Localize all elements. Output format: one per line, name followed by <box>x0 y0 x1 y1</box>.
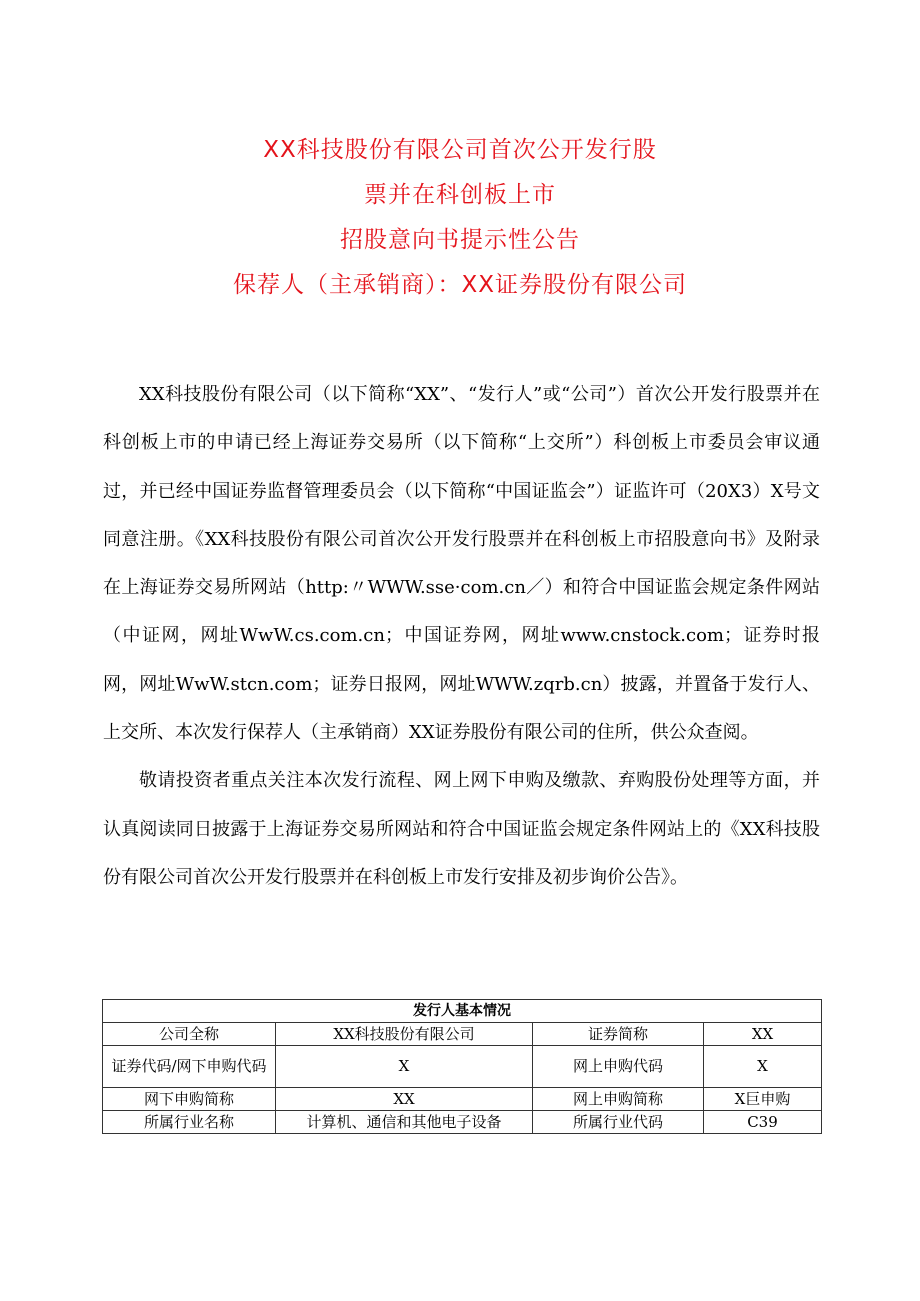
title-line-3: 招股意向书提示性公告 <box>340 227 580 253</box>
table-cell: XX <box>704 1023 822 1046</box>
announcement-body <box>103 371 820 902</box>
table-cell: X <box>276 1046 533 1088</box>
table-cell: 网上申购代码 <box>533 1046 704 1088</box>
table-row <box>103 1111 822 1134</box>
table-cell: X巨申购 <box>704 1088 822 1111</box>
title-line-4-sponsor: 保荐人（主承销商）：XX证券股份有限公司 <box>232 272 687 298</box>
table-cell: 公司全称 <box>103 1023 276 1046</box>
table-cell: 所属行业代码 <box>533 1111 704 1134</box>
table-cell: C39 <box>704 1111 822 1134</box>
table-cell: 证券简称 <box>533 1023 704 1046</box>
table-row <box>103 1046 822 1088</box>
table-cell: XX <box>276 1088 533 1111</box>
table-header: 发行人基本情况 <box>103 1000 822 1023</box>
issuer-info-table <box>102 999 822 1134</box>
title-line-2: 票并在科创板上市 <box>364 182 556 208</box>
table-cell: 计算机、通信和其他电子设备 <box>276 1111 533 1134</box>
body-paragraph-2: 敬请投资者重点关注本次发行流程、网上网下申购及缴款、弃购股份处理等方面，并认真阅读同日披露于上海证券交易所网站和符合中国证监会规定条件网站上的《XX科技股份有限公司首次公开发行股票并在科创板上市发行安排及初步询价公告》。 <box>103 770 820 888</box>
table-cell: 证券代码/网下申购代码 <box>103 1046 276 1088</box>
table-cell: 所属行业名称 <box>103 1111 276 1134</box>
announcement-title <box>0 128 920 308</box>
body-paragraph-1: XX科技股份有限公司（以下简称“XX”、“发行人”或“公司”）首次公开发行股票并在科创板上市的申请已经上海证券交易所（以下简称“上交所”）科创板上市委员会审议通过，并已经中国证券监督管理委员会（以下简称“中国证监会”）证监许可（20X3）X号文同意注册。《XX科技股份有限公司首次公开发行股票并在科创板上市招股意向书》及附录在上海证券交易所网站（http:〃WWW.sse·com.cn／）和符合中国证监会规定条件网站（中证网，网址WwW.cs.com.cn；中国证券网，网址www.cnstock.com；证券时报网，网址WwW.stcn.com；证券日报网，网址WWW.zqrb.cn）披露，并置备于发行人、上交所、本次发行保荐人（主承销商）XX证券股份有限公司的住所，供公众查阅。 <box>103 384 820 744</box>
table-cell: 网下申购简称 <box>103 1088 276 1111</box>
table-row <box>103 1023 822 1046</box>
table-row <box>103 1088 822 1111</box>
table-cell: XX科技股份有限公司 <box>276 1023 533 1046</box>
title-line-1: XX科技股份有限公司首次公开发行股 <box>263 137 657 163</box>
table-cell: X <box>704 1046 822 1088</box>
table-cell: 网上申购简称 <box>533 1088 704 1111</box>
